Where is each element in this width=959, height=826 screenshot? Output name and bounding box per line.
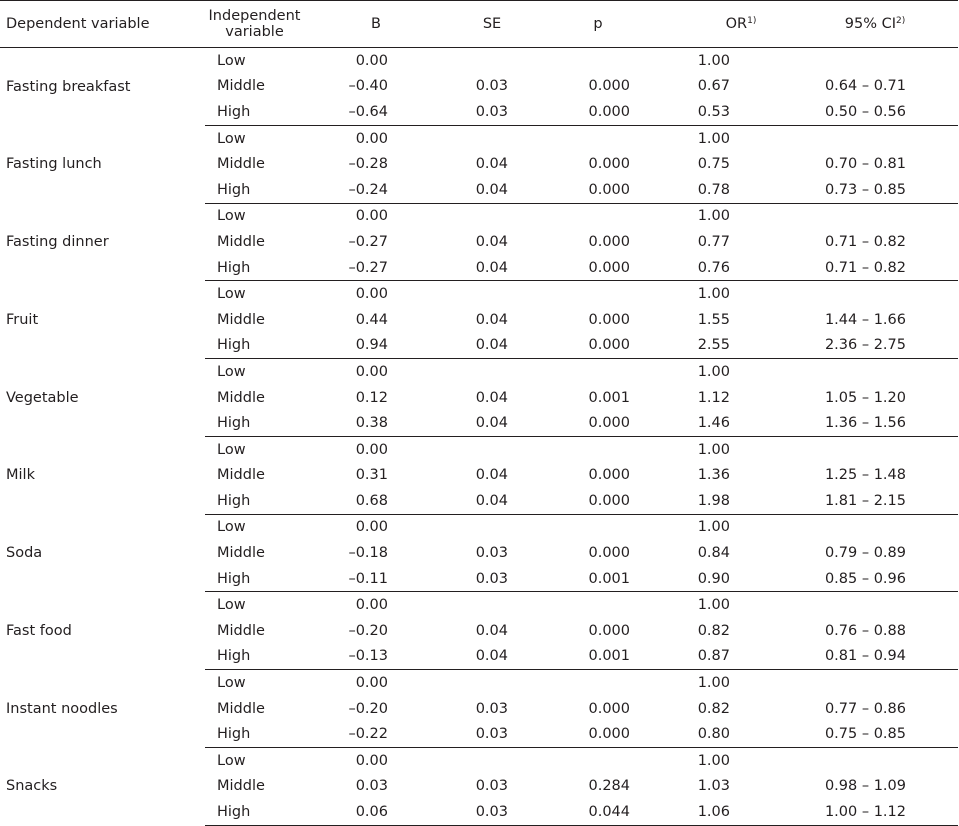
se-cell: 0.04 [456,410,568,436]
header-dependent-variable: Dependent variable [0,1,205,48]
or-cell: 1.00 [697,752,730,769]
or-cell: 0.77 [697,233,730,250]
table-row [0,125,958,151]
p-cell [568,281,680,307]
p-cell: 0.000 [588,156,630,173]
p-cell: 0.000 [568,177,680,203]
b-cell: 0.00 [355,519,388,536]
or-cell: 0.53 [680,99,792,125]
p-cell: 0.000 [568,488,680,514]
ci-cell: 0.71 – 0.82 [792,255,958,281]
dependent-variable-cell: Fruit [6,311,39,328]
se-cell [456,514,568,540]
b-cell: 0.00 [355,597,388,614]
independent-level-cell: Middle [217,78,265,95]
p-cell [568,670,680,696]
table-header [0,1,958,48]
p-cell [568,48,680,74]
header-or [680,1,792,48]
or-cell: 0.80 [680,721,792,747]
p-cell: 0.001 [568,644,680,670]
b-cell: –0.20 [348,622,388,639]
header-b: B [344,1,456,48]
p-cell [568,203,680,229]
p-cell: 0.000 [568,333,680,359]
ci-cell [792,592,958,618]
b-cell: 0.68 [344,488,456,514]
se-cell: 0.04 [456,255,568,281]
dependent-variable-cell: Instant noodles [6,700,118,717]
se-cell: 0.03 [456,566,568,592]
independent-level-cell: High [205,566,344,592]
se-cell [456,125,568,151]
table-row [0,514,958,540]
independent-level-cell: Low [217,52,246,69]
or-cell: 1.12 [697,389,730,406]
independent-level-cell: Low [217,363,246,380]
b-cell: 0.00 [355,208,388,225]
b-cell: –0.20 [348,700,388,717]
table-row [0,359,958,385]
ci-cell [792,359,958,385]
table-row [0,592,958,618]
p-cell: 0.044 [568,799,680,825]
dependent-variable-cell: Vegetable [6,389,79,406]
independent-level-cell: Low [217,519,246,536]
ci-cell [792,203,958,229]
ci-cell [792,48,958,74]
independent-level-cell: High [205,488,344,514]
ci-cell: 0.76 – 0.88 [824,622,906,639]
independent-level-cell: High [205,255,344,281]
or-cell: 1.00 [697,286,730,303]
or-cell: 0.78 [680,177,792,203]
or-cell: 0.82 [697,622,730,639]
se-cell: 0.03 [475,78,508,95]
or-cell: 1.03 [697,778,730,795]
p-cell [568,436,680,462]
or-cell: 1.00 [697,363,730,380]
ci-cell: 0.85 – 0.96 [792,566,958,592]
se-cell [456,436,568,462]
header-row [0,1,958,48]
se-cell [456,592,568,618]
b-cell: –0.22 [344,721,456,747]
independent-level-cell: Low [217,752,246,769]
p-cell: 0.000 [588,311,630,328]
ci-cell [792,514,958,540]
b-cell: –0.64 [344,99,456,125]
b-cell: 0.31 [355,467,388,484]
or-cell: 0.76 [680,255,792,281]
se-cell: 0.04 [475,233,508,250]
table-row [0,748,958,774]
b-cell: 0.00 [355,441,388,458]
b-cell: 0.38 [344,410,456,436]
ci-cell: 0.64 – 0.71 [824,78,906,95]
independent-level-cell: High [205,333,344,359]
ci-cell: 0.81 – 0.94 [792,644,958,670]
dependent-variable-cell: Milk [6,467,35,484]
p-cell: 0.000 [568,410,680,436]
p-cell: 0.000 [568,99,680,125]
ci-cell: 1.36 – 1.56 [792,410,958,436]
or-cell: 1.00 [697,130,730,147]
p-cell: 0.000 [588,467,630,484]
or-cell: 0.67 [697,78,730,95]
se-cell [456,48,568,74]
se-cell: 0.04 [475,622,508,639]
ci-cell: 0.98 – 1.09 [824,778,906,795]
dependent-variable-cell: Fast food [6,622,72,639]
independent-level-cell: Middle [217,700,265,717]
p-cell: 0.000 [568,721,680,747]
or-cell: 1.00 [697,519,730,536]
p-cell: 0.001 [568,566,680,592]
p-cell [568,359,680,385]
b-cell: 0.94 [344,333,456,359]
header-independent-variable: Independent variable [205,1,344,48]
b-cell: –0.24 [344,177,456,203]
se-cell [456,203,568,229]
header-ci-label: 95% CI [844,16,896,32]
dependent-variable-cell: Fasting lunch [6,156,102,173]
b-cell: 0.00 [355,130,388,147]
b-cell: 0.00 [355,363,388,380]
independent-level-cell: Middle [217,311,265,328]
ci-cell: 1.00 – 1.12 [792,799,958,825]
se-cell: 0.04 [456,488,568,514]
independent-level-cell: Middle [217,778,265,795]
se-cell: 0.03 [475,545,508,562]
b-cell: 0.12 [355,389,388,406]
independent-level-cell: Low [217,441,246,458]
se-cell: 0.04 [475,467,508,484]
or-cell: 0.75 [697,156,730,173]
independent-level-cell: High [205,99,344,125]
b-cell: 0.00 [355,286,388,303]
table-row [0,670,958,696]
se-cell: 0.04 [456,333,568,359]
b-cell: –0.40 [348,78,388,95]
ci-cell [792,436,958,462]
se-cell: 0.04 [475,156,508,173]
ci-cell: 1.05 – 1.20 [824,389,906,406]
ci-cell: 0.73 – 0.85 [792,177,958,203]
header-ci [792,1,958,48]
b-cell: 0.00 [355,752,388,769]
independent-level-cell: Low [217,597,246,614]
or-cell: 1.36 [697,467,730,484]
b-cell: 0.44 [355,311,388,328]
se-cell: 0.03 [456,99,568,125]
or-cell: 1.00 [697,208,730,225]
or-cell: 1.00 [697,52,730,69]
p-cell: 0.000 [588,233,630,250]
or-cell: 1.55 [697,311,730,328]
independent-level-cell: Middle [217,156,265,173]
or-cell: 2.55 [680,333,792,359]
ci-cell [792,748,958,774]
se-cell: 0.03 [475,700,508,717]
b-cell: –0.28 [348,156,388,173]
ci-cell [792,281,958,307]
p-cell [568,592,680,618]
header-p: p [568,1,680,48]
header-or-footnote: 1) [747,16,757,26]
se-cell: 0.03 [456,721,568,747]
b-cell: 0.00 [355,675,388,692]
header-or-label: OR [725,16,748,32]
p-cell [568,125,680,151]
or-cell: 1.46 [680,410,792,436]
independent-level-cell: High [205,177,344,203]
header-ci-footnote: 2) [896,16,906,26]
ci-cell: 1.44 – 1.66 [824,311,906,328]
or-cell: 0.90 [680,566,792,592]
independent-level-cell: High [205,799,344,825]
or-cell: 0.82 [697,700,730,717]
p-cell: 0.000 [588,700,630,717]
p-cell: 0.284 [588,778,630,795]
se-cell: 0.04 [456,644,568,670]
b-cell: –0.11 [344,566,456,592]
b-cell: –0.27 [344,255,456,281]
independent-level-cell: Middle [217,622,265,639]
b-cell: –0.18 [348,545,388,562]
table-row [0,48,958,74]
b-cell: 0.06 [344,799,456,825]
dependent-variable-cell: Soda [6,545,43,562]
se-cell [456,748,568,774]
dependent-variable-cell: Fasting dinner [6,233,109,250]
ci-cell: 0.77 – 0.86 [824,700,906,717]
or-cell: 1.06 [680,799,792,825]
or-cell: 1.00 [697,441,730,458]
ci-cell: 0.70 – 0.81 [824,156,906,173]
p-cell: 0.000 [588,78,630,95]
ci-cell: 1.81 – 2.15 [792,488,958,514]
se-cell [456,281,568,307]
independent-level-cell: Middle [217,545,265,562]
p-cell: 0.000 [588,545,630,562]
ci-cell: 0.50 – 0.56 [792,99,958,125]
independent-level-cell: Middle [217,467,265,484]
independent-level-cell: Low [217,675,246,692]
independent-level-cell: High [205,410,344,436]
independent-level-cell: Low [217,286,246,303]
table-row [0,436,958,462]
se-cell: 0.03 [475,778,508,795]
b-cell: 0.00 [355,52,388,69]
ci-cell [792,670,958,696]
ci-cell: 2.36 – 2.75 [792,333,958,359]
ci-cell: 0.75 – 0.85 [792,721,958,747]
or-cell: 1.98 [680,488,792,514]
b-cell: –0.27 [348,233,388,250]
ci-cell: 0.79 – 0.89 [824,545,906,562]
b-cell: 0.03 [355,778,388,795]
ci-cell: 0.71 – 0.82 [824,233,906,250]
or-cell: 0.87 [680,644,792,670]
independent-level-cell: High [205,721,344,747]
dependent-variable-cell: Fasting breakfast [6,78,131,95]
se-cell: 0.04 [475,311,508,328]
dependent-variable-cell: Snacks [6,778,58,795]
table-row [0,203,958,229]
independent-level-cell: Low [217,130,246,147]
p-cell [568,748,680,774]
independent-level-cell: High [205,644,344,670]
or-cell: 1.00 [697,597,730,614]
independent-level-cell: Middle [217,233,265,250]
table-body [0,48,958,826]
or-cell: 1.00 [697,675,730,692]
or-cell: 0.84 [697,545,730,562]
independent-level-cell: Low [217,208,246,225]
se-cell [456,670,568,696]
se-cell: 0.04 [456,177,568,203]
se-cell: 0.04 [475,389,508,406]
independent-level-cell: Middle [217,389,265,406]
table-row [0,281,958,307]
ci-cell [792,125,958,151]
b-cell: –0.13 [344,644,456,670]
ci-cell: 1.25 – 1.48 [824,467,906,484]
p-cell [568,514,680,540]
p-cell: 0.000 [588,622,630,639]
se-cell: 0.03 [456,799,568,825]
se-cell [456,359,568,385]
header-se: SE [456,1,568,48]
p-cell: 0.000 [568,255,680,281]
p-cell: 0.001 [588,389,630,406]
